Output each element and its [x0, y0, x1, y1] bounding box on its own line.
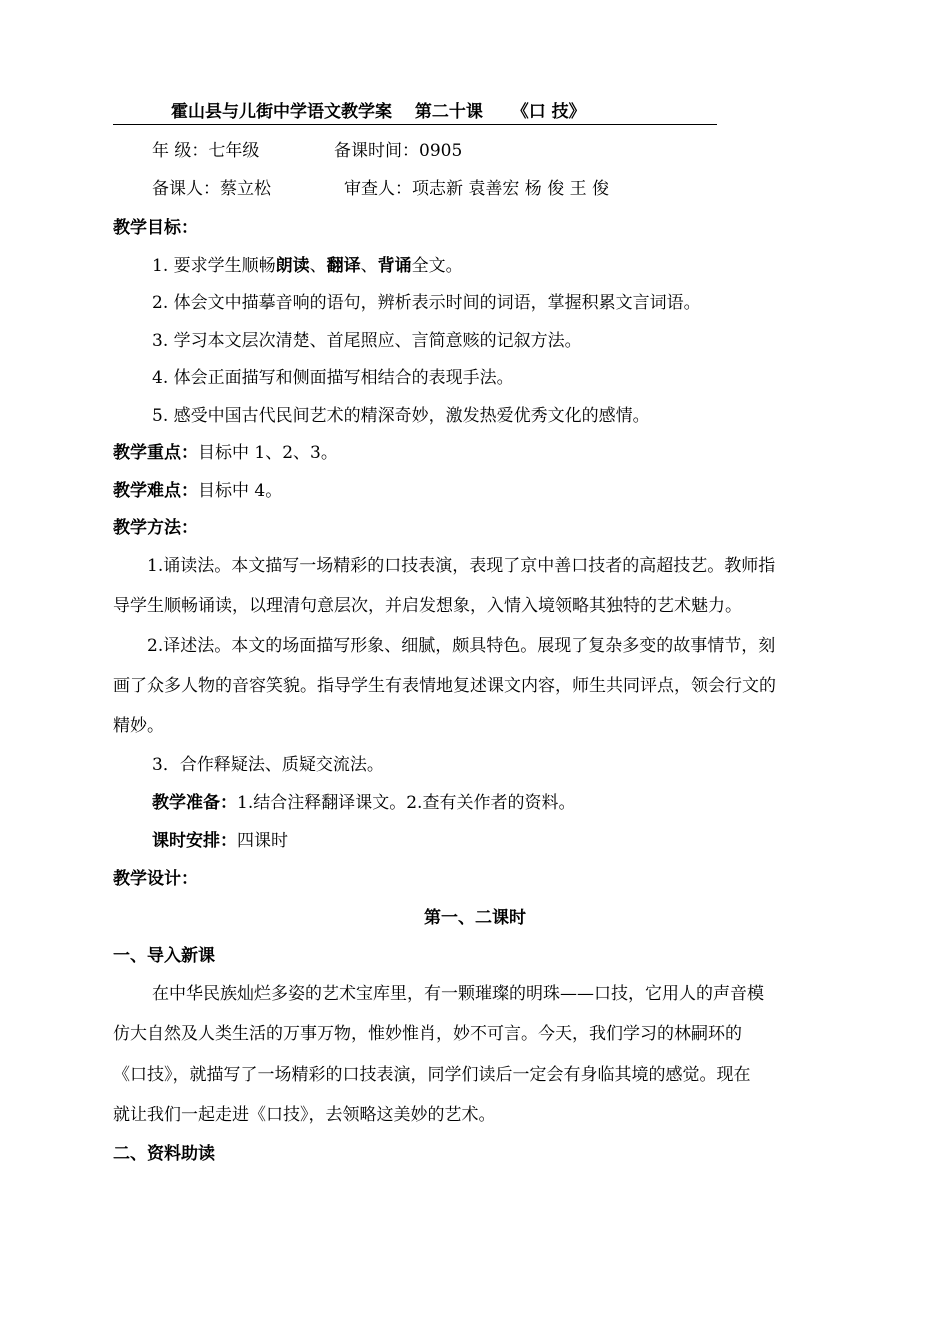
document-title: 霍山县与儿街中学语文教学案 第二十课 《口 技》: [171, 102, 586, 122]
objective-item-2: 2. 体会文中描摹音响的语句，辨析表示时间的词语，掌握积累文言词语。: [152, 293, 701, 313]
preparer-info: 备课人：蔡立松: [152, 179, 271, 199]
method-2-line-1: 2.译述法。本文的场面描写形象、细腻，颇具特色。展现了复杂多变的故事情节，刻: [147, 636, 776, 656]
objective-1-bold-recite: 背诵: [377, 256, 412, 276]
preparation-label: 教学准备：: [152, 793, 237, 813]
document-title-underline: [113, 100, 717, 125]
preparation-value: 1.结合注释翻译课文。2.查有关作者的资料。: [237, 793, 576, 813]
objective-item-4: 4. 体会正面描写和侧面描写相结合的表现手法。: [152, 368, 514, 388]
section-2-heading: 二、资料助读: [113, 1144, 215, 1164]
section-1-line-4: 就让我们一起走进《口技》，去领略这美妙的艺术。: [113, 1105, 496, 1125]
method-1-line-1: 1.诵读法。本文描写一场精彩的口技表演，表现了京中善口技者的高超技艺。教师指: [147, 556, 776, 576]
section-1-line-3: 《口技》，就描写了一场精彩的口技表演，同学们读后一定会有身临其境的感觉。现在: [113, 1065, 751, 1085]
objective-1-sep-2: 、: [360, 256, 378, 276]
objective-1-bold-read: 朗读: [275, 256, 310, 276]
section-1-heading: 一、导入新课: [113, 946, 215, 966]
objective-item-3: 3. 学习本文层次清楚、首尾照应、言简意赅的记叙方法。: [152, 331, 582, 351]
section-1-line-1: 在中华民族灿烂多姿的艺术宝库里，有一颗璀璨的明珠——口技，它用人的声音模: [152, 984, 764, 1004]
objective-1-prefix: 1. 要求学生顺畅: [152, 256, 276, 276]
section-1-line-2: 仿大自然及人类生活的万事万物，惟妙惟肖，妙不可言。今天，我们学习的林嗣环的: [113, 1024, 742, 1044]
design-heading: 教学设计：: [113, 869, 198, 889]
schedule: [152, 829, 288, 853]
objectives-heading: 教学目标：: [113, 218, 198, 238]
method-2-line-2: 画了众多人物的音容笑貌。指导学生有表情地复述课文内容，师生共同评点，领会行文的: [113, 676, 776, 696]
schedule-value: 四课时: [237, 831, 288, 851]
objective-1-suffix: 全文。: [411, 256, 463, 276]
difficulties-label: 教学难点：: [113, 481, 198, 501]
session-title: 第一、二课时: [424, 908, 526, 928]
key-points-label: 教学重点：: [113, 443, 198, 463]
difficulties-value: 目标中 4。: [198, 481, 283, 501]
methods-heading: 教学方法：: [113, 518, 198, 538]
objective-item-5: 5. 感受中国古代民间艺术的精深奇妙，激发热爱优秀文化的感情。: [152, 406, 650, 426]
schedule-label: 课时安排：: [152, 831, 237, 851]
objective-item-1: [152, 254, 463, 278]
objective-1-sep-1: 、: [309, 256, 327, 276]
objective-1-bold-translate: 翻译: [326, 256, 361, 276]
reviewers-info: 审查人：项志新 袁善宏 杨 俊 王 俊: [344, 179, 610, 199]
method-2-line-3: 精妙。: [113, 716, 164, 736]
preparation: [152, 791, 575, 815]
method-3: 3．合作释疑法、质疑交流法。: [152, 755, 384, 775]
grade-info: 年 级：七年级: [152, 141, 260, 161]
key-points: [113, 441, 338, 465]
prep-time-info: 备课时间：0905: [334, 141, 463, 161]
method-1-line-2: 导学生顺畅诵读，以理清句意层次，并启发想象，入情入境领略其独特的艺术魅力。: [113, 596, 742, 616]
key-points-value: 目标中 1、2、3。: [198, 443, 338, 463]
difficulties: [113, 479, 282, 503]
